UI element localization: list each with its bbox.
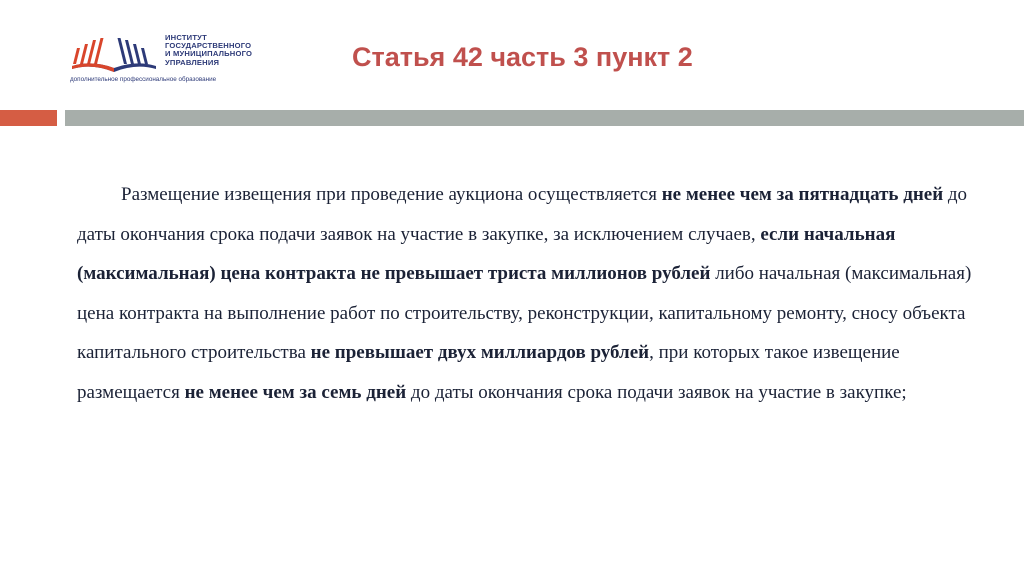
paragraph-emphasis: если начальная (максимальная) цена контракта не превышает триста миллионов рублей: [77, 223, 896, 284]
institute-name-line: И МУНИЦИПАЛЬНОГО: [165, 49, 253, 59]
institute-logo: [70, 34, 298, 86]
institute-name-line: ИНСТИТУТ: [165, 33, 207, 42]
paragraph-emphasis: не менее чем за пятнадцать дней: [661, 184, 944, 205]
divider-bar: [65, 110, 1024, 126]
paragraph-segment: Размещение извещения при проведение аукциона осуществляется: [121, 184, 662, 205]
accent-bar: [0, 110, 57, 126]
body-paragraph: [77, 175, 977, 412]
slide-title: Статья 42 часть 3 пункт 2: [352, 42, 693, 72]
institute-subtitle: дополнительное профессиональное образование: [70, 76, 217, 83]
paragraph-emphasis: не превышает двух миллиардов рублей: [310, 342, 650, 363]
books-logo-icon: [70, 36, 158, 76]
institute-name: [165, 34, 252, 67]
paragraph-segment: до даты окончания срока подачи заявок на участие в закупке;: [406, 381, 907, 403]
paragraph-segment: , при которых такое извещение размещается: [77, 342, 900, 403]
paragraph-segment: до даты окончания срока подачи заявок на участие в закупке, за исключением случаев,: [77, 184, 968, 245]
institute-name-line: ГОСУДАРСТВЕННОГО: [165, 41, 252, 51]
institute-name-line: УПРАВЛЕНИЯ: [165, 57, 220, 67]
paragraph-segment: либо начальная (максимальная) цена контракта на выполнение работ по строительству, реконструкции, капитальному ремонту, сносу объекта капитального строительства: [77, 263, 972, 363]
paragraph-emphasis: не менее чем за семь дней: [184, 381, 407, 403]
